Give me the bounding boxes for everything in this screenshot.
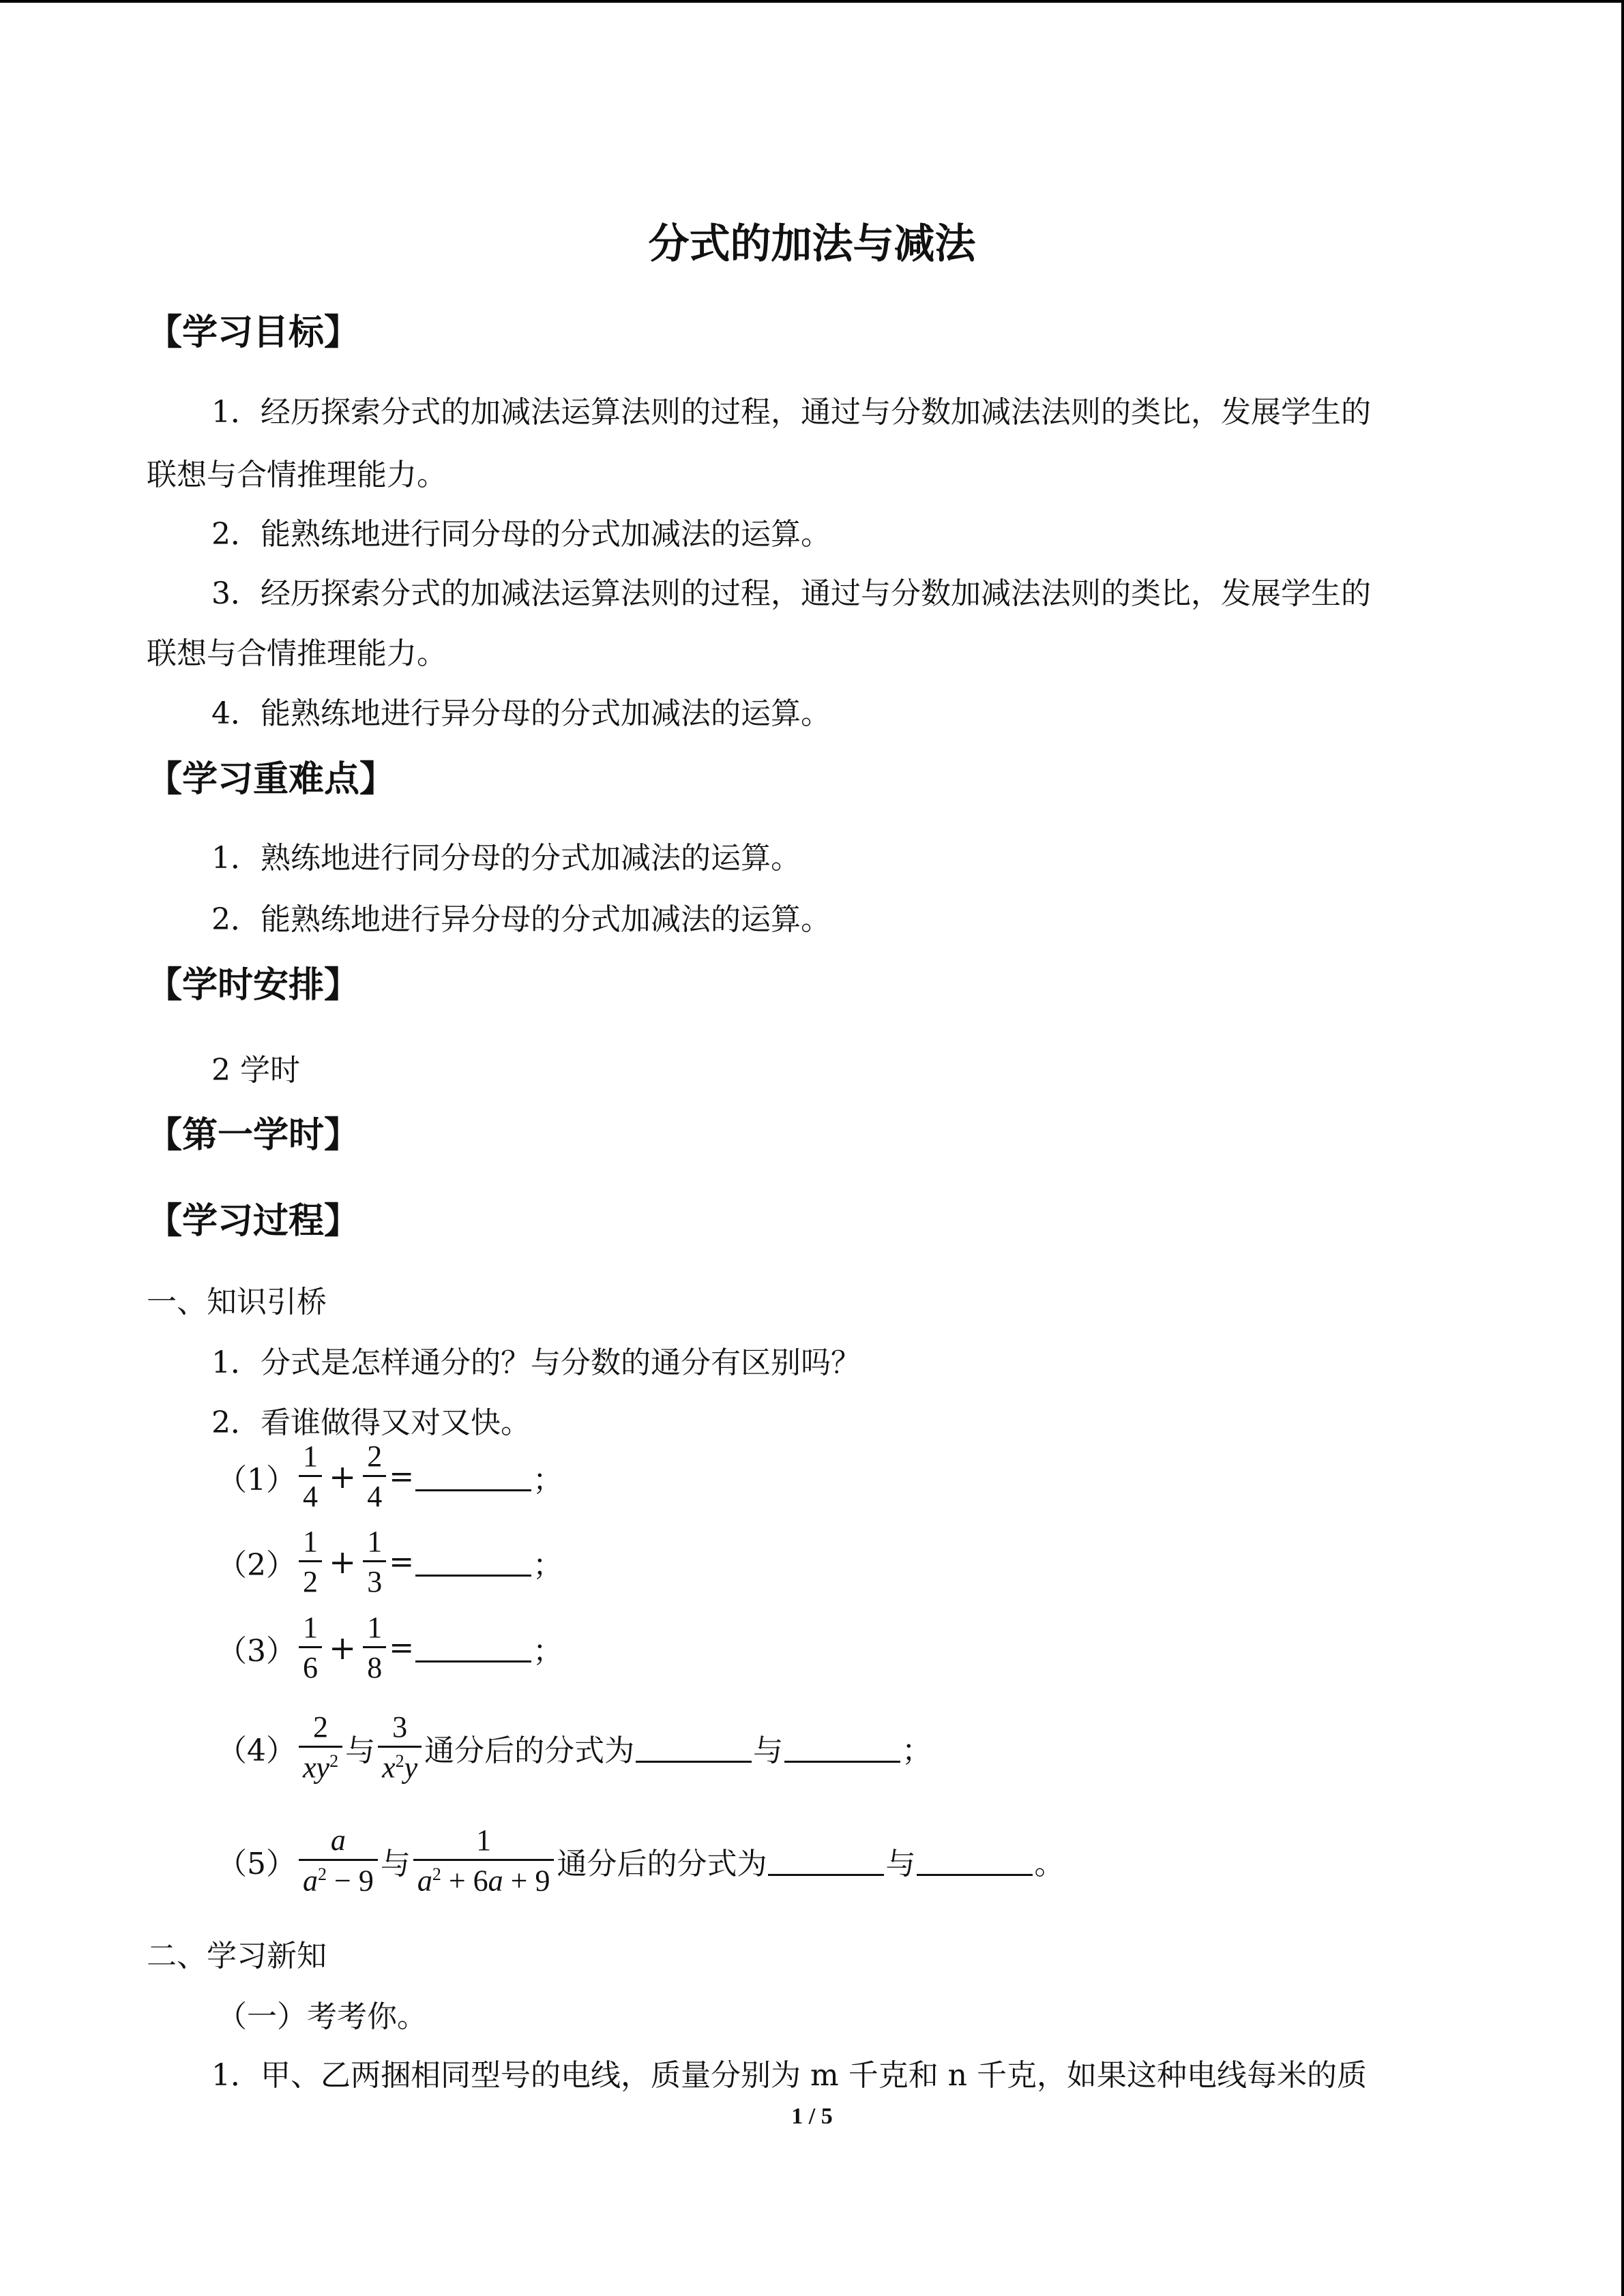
goals-heading: 【学习目标】 xyxy=(147,312,360,353)
goal-3-line-2: 联想与合情推理能力。 xyxy=(147,636,447,671)
schedule-value: 2 学时 xyxy=(211,1053,300,1088)
punctuation: ； xyxy=(533,1547,563,1583)
difficulty-1: 1．熟练地进行同分母的分式加减法的运算。 xyxy=(211,841,801,876)
answer-blank[interactable] xyxy=(415,1462,531,1491)
fraction-b: $\frac{1}{a^2 + 6a + 9}$ xyxy=(413,1825,555,1897)
fraction-b: $\frac{1}{3}$ xyxy=(363,1526,386,1598)
goal-4: 4．能熟练地进行异分母的分式加减法的运算。 xyxy=(211,696,831,731)
exercise-1-label: （1） xyxy=(217,1462,296,1497)
exercise-5-text: 通分后的分式为 xyxy=(557,1847,767,1882)
page-right-border xyxy=(1621,0,1624,2296)
exercise-3 xyxy=(217,1612,563,1684)
answer-blank-1[interactable] xyxy=(768,1847,884,1876)
plus-sign: + xyxy=(329,1457,357,1496)
subsection-1: （一）考考你。 xyxy=(217,1999,427,2034)
punctuation: ； xyxy=(902,1733,932,1769)
equals-sign: = xyxy=(389,1545,415,1580)
punctuation: ； xyxy=(533,1462,563,1497)
and-word-2: 与 xyxy=(753,1733,784,1769)
and-word-2: 与 xyxy=(885,1847,916,1882)
fraction-b: $\frac{3}{x^2y}$ xyxy=(378,1712,422,1784)
plus-sign: + xyxy=(329,1542,357,1581)
part-1-title: 一、知识引桥 xyxy=(147,1285,327,1320)
equals-sign: = xyxy=(389,1459,415,1495)
first-period-heading: 【第一学时】 xyxy=(147,1115,360,1156)
exercise-2 xyxy=(217,1526,563,1598)
question-3: 1．甲、乙两捆相同型号的电线，质量分别为 m 千克和 n 千克，如果这种电线每米的质 xyxy=(211,2058,1367,2093)
fraction-b: $\frac{2}{4}$ xyxy=(363,1441,386,1512)
part-2-title: 二、学习新知 xyxy=(147,1939,327,1973)
page-top-border xyxy=(0,0,1624,3)
page-number: 1 / 5 xyxy=(791,2104,833,2129)
answer-blank[interactable] xyxy=(415,1547,531,1577)
punctuation: 。 xyxy=(1034,1847,1065,1882)
exercise-4 xyxy=(217,1712,932,1784)
answer-blank-2[interactable] xyxy=(917,1847,1033,1876)
plus-sign: + xyxy=(329,1628,357,1667)
fraction-b: $\frac{1}{8}$ xyxy=(363,1612,386,1684)
question-2: 2．看谁做得又对又快。 xyxy=(211,1405,531,1440)
exercise-1 xyxy=(217,1441,563,1512)
and-word: 与 xyxy=(380,1847,411,1882)
fraction-a: $\frac{1}{2}$ xyxy=(299,1526,322,1598)
difficulties-heading: 【学习重难点】 xyxy=(147,759,396,800)
fraction-a: $\frac{a}{a^2 - 9}$ xyxy=(299,1825,378,1897)
goal-3-line-1: 3．经历探索分式的加减法运算法则的过程，通过与分数加减法法则的类比，发展学生的 xyxy=(211,576,1371,611)
process-heading: 【学习过程】 xyxy=(147,1201,360,1242)
exercise-5-label: （5） xyxy=(217,1847,296,1882)
goal-1-line-2: 联想与合情推理能力。 xyxy=(147,458,447,492)
answer-blank[interactable] xyxy=(415,1633,531,1663)
punctuation: ； xyxy=(533,1633,563,1669)
difficulty-2: 2．能熟练地进行异分母的分式加减法的运算。 xyxy=(211,902,831,937)
equals-sign: = xyxy=(389,1630,415,1666)
and-word: 与 xyxy=(345,1733,376,1769)
fraction-a: $\frac{2}{xy^2}$ xyxy=(299,1712,342,1784)
exercise-2-label: （2） xyxy=(217,1547,296,1583)
exercise-3-label: （3） xyxy=(217,1633,296,1669)
question-1: 1．分式是怎样通分的？与分数的通分有区别吗？ xyxy=(211,1345,861,1380)
schedule-heading: 【学时安排】 xyxy=(147,965,360,1006)
fraction-a: $\frac{1}{4}$ xyxy=(299,1441,322,1512)
page-title: 分式的加法与减法 xyxy=(648,220,976,268)
answer-blank-2[interactable] xyxy=(784,1733,900,1763)
exercise-5 xyxy=(217,1825,1064,1897)
goal-2: 2．能熟练地进行同分母的分式加减法的运算。 xyxy=(211,517,831,552)
goal-1-line-1: 1．经历探索分式的加减法运算法则的过程，通过与分数加减法法则的类比，发展学生的 xyxy=(211,395,1371,430)
exercise-4-label: （4） xyxy=(217,1733,296,1769)
fraction-a: $\frac{1}{6}$ xyxy=(299,1612,322,1684)
answer-blank-1[interactable] xyxy=(636,1733,752,1763)
exercise-4-text: 通分后的分式为 xyxy=(424,1733,635,1769)
